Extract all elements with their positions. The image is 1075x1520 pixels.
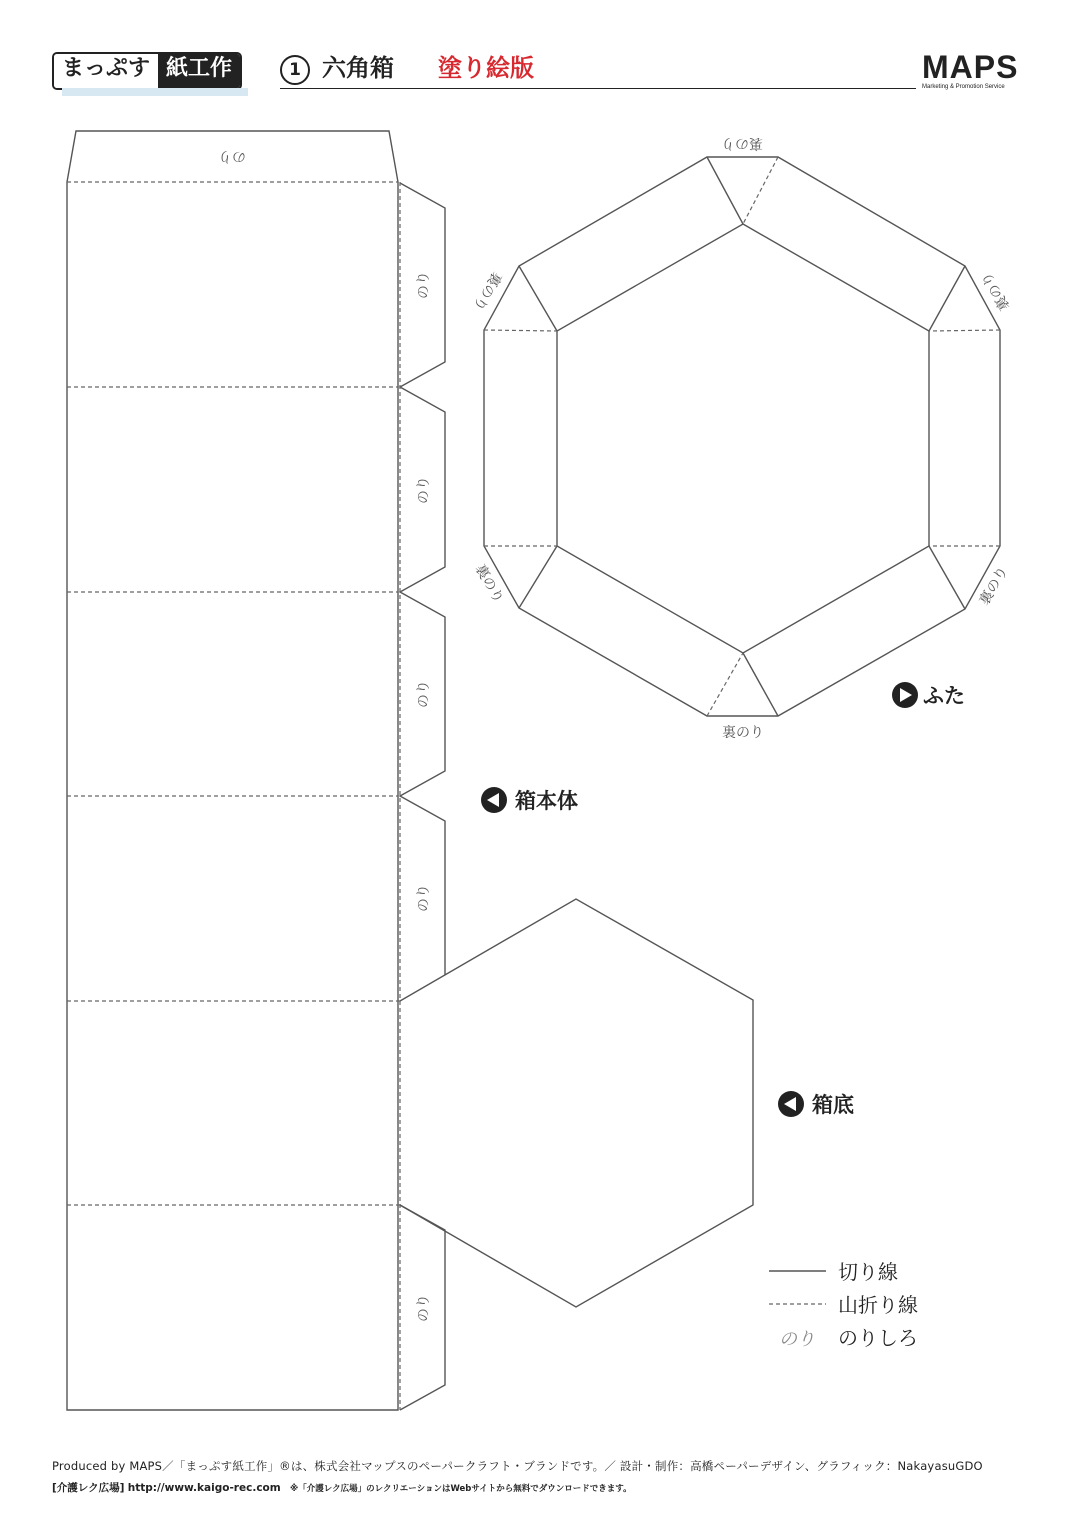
glue-label: のり — [416, 884, 432, 912]
glue-label: のり — [416, 271, 432, 299]
back-glue-label: 裏のり — [976, 563, 1012, 609]
footer-site-info — [52, 1480, 632, 1495]
piece-label-body — [481, 787, 578, 813]
cut-line — [743, 653, 778, 716]
back-glue-label: 裏のり — [469, 268, 505, 314]
brand-name: まっぷす — [54, 54, 158, 88]
page-title: 六角箱 — [322, 54, 394, 82]
body-outline — [67, 131, 398, 1410]
fold-line — [707, 653, 743, 716]
footer-credits: Produced by MAPS／「まっぷす紙工作」®は、株式会社マップスのペーパークラフト・ブランドです。／ 設計・制作：高橋ペーパーデザイン、グラフィック：NakayasuGDO — [52, 1459, 983, 1473]
back-glue-label: 裏のり — [722, 725, 764, 741]
legend — [769, 1260, 918, 1350]
fold-line — [929, 330, 1000, 331]
page-subtitle: 塗り絵版 — [438, 54, 534, 82]
legend-cut-label: 切り線 — [838, 1260, 898, 1284]
piece-label-bottom — [778, 1091, 854, 1117]
lid-outline — [484, 157, 1000, 716]
lid-label: ふた — [923, 684, 965, 708]
maps-logo: MAPS — [922, 49, 1019, 85]
back-glue-label: 裏のり — [471, 561, 507, 607]
legend-glue-label: のりしろ — [838, 1326, 918, 1350]
item-number-badge: 1 — [280, 55, 310, 85]
fold-line — [484, 330, 557, 331]
maps-logo-tagline: Marketing & Promotion Service — [922, 84, 1005, 90]
bottom-label: 箱底 — [812, 1093, 854, 1117]
box-bottom-hexagon — [400, 899, 753, 1307]
body-glue-tabs — [400, 183, 445, 975]
cut-line — [929, 546, 965, 609]
body-label: 箱本体 — [515, 789, 578, 813]
footer-url-link[interactable]: http://www.kaigo-rec.com — [127, 1482, 281, 1494]
legend-fold-label: 山折り線 — [838, 1293, 918, 1317]
glue-label: のり — [416, 680, 432, 708]
box-body-strip — [67, 131, 445, 1410]
glue-label: のり — [416, 1294, 432, 1322]
cut-line — [519, 546, 557, 608]
footer-note: ※「介護レク広場」のレクリエーションはWebサイトから無料でダウンロードできます。 — [290, 1484, 632, 1494]
piece-label-lid — [892, 682, 965, 708]
glue-label: のり — [218, 148, 246, 164]
cut-line — [707, 157, 743, 224]
back-glue-label: 裏のり — [721, 135, 763, 151]
cut-line — [929, 266, 965, 331]
brand-category: 紙工作 — [158, 54, 240, 88]
footer-site-label: [介護レク広場] — [52, 1482, 125, 1494]
legend-glue-sample: のり — [779, 1329, 815, 1350]
lid-inner-hexagon — [557, 224, 929, 653]
cut-line — [519, 266, 557, 331]
glue-label: のり — [416, 476, 432, 504]
lid-net — [470, 135, 1014, 741]
back-glue-label: 裏のり — [978, 268, 1014, 314]
fold-line — [743, 157, 778, 224]
